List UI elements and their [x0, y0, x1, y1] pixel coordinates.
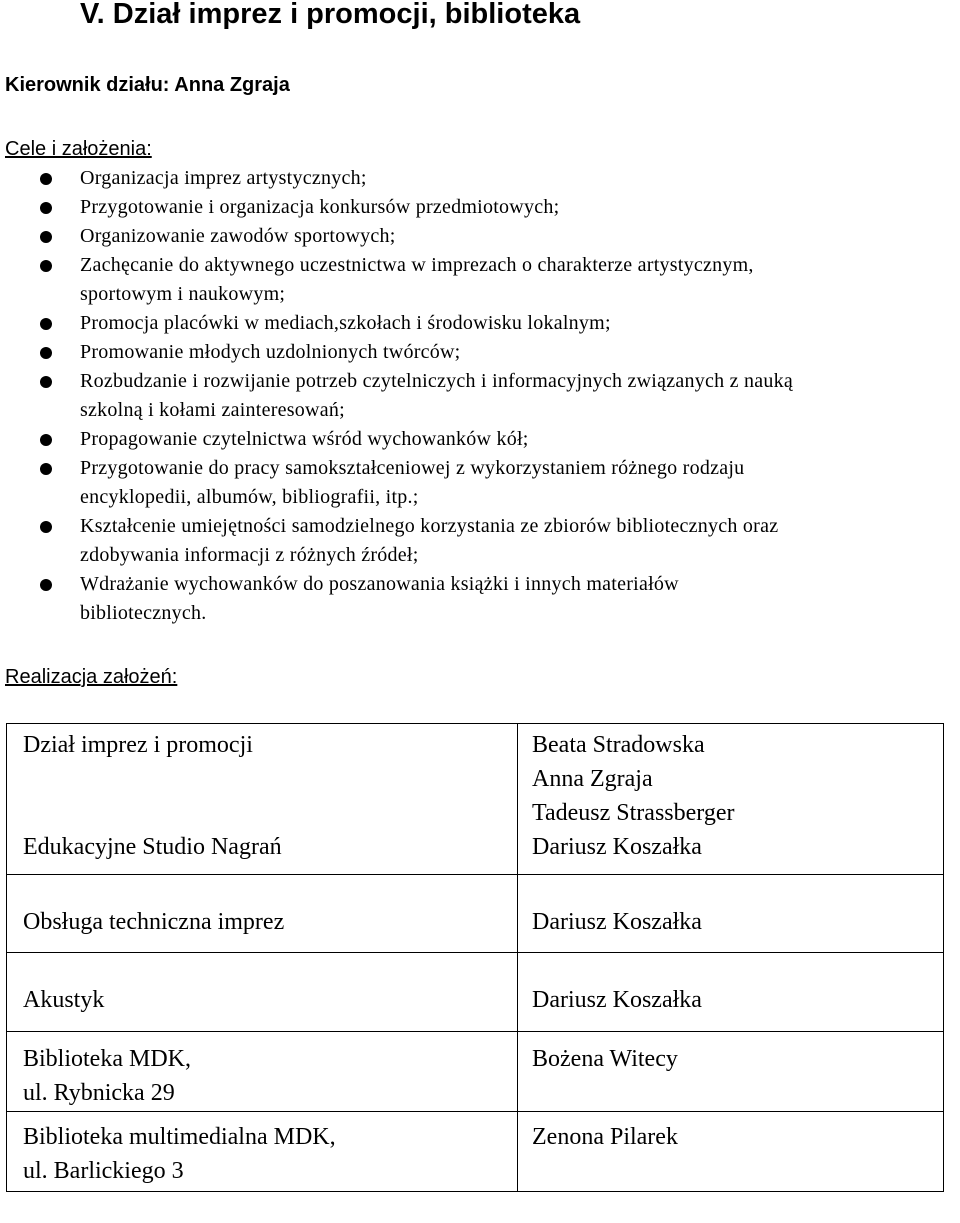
- goal-item: [0, 570, 960, 628]
- goal-item: [0, 425, 960, 454]
- department-spacer: [23, 796, 517, 830]
- goal-item: [0, 454, 960, 512]
- staff-name: Tadeusz Strassberger: [532, 800, 735, 826]
- goal-item: [0, 512, 960, 570]
- staff-name: Bożena Witecy: [532, 1046, 678, 1072]
- goal-line: Przygotowanie do pracy samokształceniowej z wykorzystaniem różnego rodzaju: [80, 457, 745, 479]
- goal-line: Organizowanie zawodów sportowych;: [80, 225, 396, 247]
- goal-line: sportowym i naukowym;: [80, 283, 286, 305]
- goal-line: szkolną i kołami zainteresowań;: [80, 399, 345, 421]
- department-name: Akustyk: [23, 987, 105, 1013]
- department-name: Obsługa techniczna imprez: [23, 909, 285, 935]
- table-row: [7, 724, 944, 875]
- department-spacer: [23, 762, 517, 796]
- department-cell: [7, 953, 518, 1032]
- goal-line: Promowanie młodych uzdolnionych twórców;: [80, 341, 461, 363]
- table-row: [7, 953, 944, 1032]
- bullet-icon: [40, 347, 52, 359]
- department-name: Biblioteka multimedialna MDK,: [23, 1124, 336, 1150]
- realization-heading: Realizacja założeń:: [5, 666, 178, 688]
- department-cell: [7, 724, 518, 875]
- goal-line: Zachęcanie do aktywnego uczestnictwa w imprezach o charakterze artystycznym,: [80, 254, 754, 276]
- goals-list: [0, 164, 960, 628]
- department-name: Dział imprez i promocji: [23, 732, 253, 758]
- staff-name: Dariusz Koszałka: [532, 987, 702, 1013]
- staff-name: Anna Zgraja: [532, 766, 653, 792]
- goal-line: Propagowanie czytelnictwa wśród wychowanków kół;: [80, 428, 529, 450]
- bullet-icon: [40, 376, 52, 388]
- goal-item: [0, 222, 960, 251]
- department-address: ul. Rybnicka 29: [23, 1080, 175, 1106]
- staff-name: Dariusz Koszałka: [532, 834, 702, 860]
- bullet-icon: [40, 434, 52, 446]
- goal-line: Kształcenie umiejętności samodzielnego korzystania ze zbiorów bibliotecznych oraz: [80, 515, 779, 537]
- goal-item: [0, 309, 960, 338]
- bullet-icon: [40, 173, 52, 185]
- department-manager: Kierownik działu: Anna Zgraja: [5, 74, 290, 96]
- goal-line: bibliotecznych.: [80, 602, 207, 624]
- table-row: [7, 875, 944, 953]
- bullet-icon: [40, 463, 52, 475]
- bullet-icon: [40, 318, 52, 330]
- staff-name: Dariusz Koszałka: [532, 909, 702, 935]
- department-cell: [7, 875, 518, 953]
- bullet-icon: [40, 260, 52, 272]
- goal-line: Przygotowanie i organizacja konkursów przedmiotowych;: [80, 196, 560, 218]
- bullet-icon: [40, 202, 52, 214]
- department-name: Edukacyjne Studio Nagrań: [23, 834, 282, 860]
- department-cell: [7, 1032, 518, 1112]
- goal-line: Organizacja imprez artystycznych;: [80, 167, 367, 189]
- goal-line: Wdrażanie wychowanków do poszanowania książki i innych materiałów: [80, 573, 679, 595]
- goal-item: [0, 164, 960, 193]
- staff-cell: [518, 953, 944, 1032]
- goal-line: zdobywania informacji z różnych źródeł;: [80, 544, 419, 566]
- staff-cell: [518, 724, 944, 875]
- goal-item: [0, 193, 960, 222]
- goal-item: [0, 338, 960, 367]
- table-row: [7, 1112, 944, 1192]
- bullet-icon: [40, 521, 52, 533]
- goal-line: encyklopedii, albumów, bibliografii, itp.;: [80, 486, 419, 508]
- staff-cell: [518, 1032, 944, 1112]
- goals-heading: Cele i założenia:: [5, 138, 152, 160]
- bullet-icon: [40, 231, 52, 243]
- staff-cell: [518, 1112, 944, 1192]
- table-row: [7, 1032, 944, 1112]
- staff-name: Beata Stradowska: [532, 732, 705, 758]
- bullet-icon: [40, 579, 52, 591]
- department-name: Biblioteka MDK,: [23, 1046, 191, 1072]
- staff-cell: [518, 875, 944, 953]
- goal-line: Promocja placówki w mediach,szkołach i środowisku lokalnym;: [80, 312, 611, 334]
- department-address: ul. Barlickiego 3: [23, 1158, 184, 1184]
- department-cell: [7, 1112, 518, 1192]
- goal-item: [0, 251, 960, 309]
- goal-line: Rozbudzanie i rozwijanie potrzeb czytelniczych i informacyjnych związanych z nauką: [80, 370, 793, 392]
- staff-name: Zenona Pilarek: [532, 1124, 678, 1150]
- page-title: V. Dział imprez i promocji, biblioteka: [80, 0, 581, 30]
- goal-item: [0, 367, 960, 425]
- staff-table: [6, 723, 944, 1192]
